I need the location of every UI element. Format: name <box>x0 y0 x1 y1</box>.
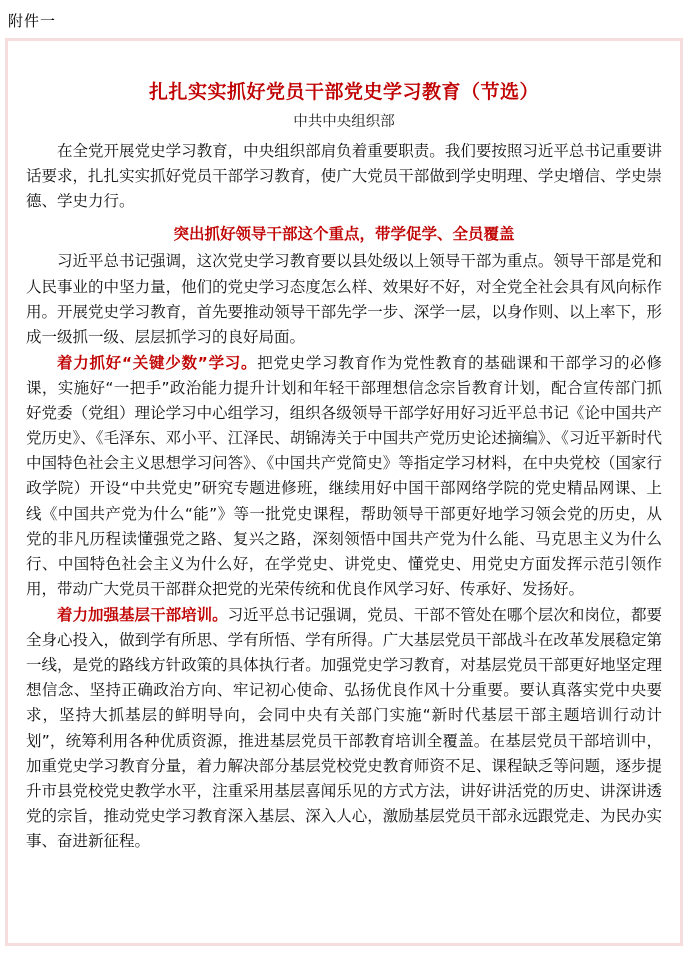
document-frame <box>5 38 683 946</box>
paragraph-2 <box>26 249 662 349</box>
paragraph-3-text: 把党史学习教育作为党性教育的基础课和干部学习的必修课，实施好“一把手”政治能力提升计划和年轻干部理想信念宗旨教育计划，配合宣传部门抓好党委（党组）理论学习中心组学习，组织各级领导干部学好用好习近平总书记《论中国共产党历史》、《毛泽东、邓小平、江泽民、胡锦涛关于中国共产党历史论述摘编》、《习近平新时代中国特色社会主义思想学习问答》、《中国共产党简史》等指定学习材料，在中央党校（国家行政学院）开设“中共党史”研究专题进修班，继续用好中国干部网络学院的党史精品网课、上线《中国共产党为什么“能”》等一批党史课程，帮助领导干部更好地学习领会党的历史，从党的非凡历程读懂强党之路、复兴之路，深刻领悟中国共产党为什么能、马克思主义为什么行、中国特色社会主义为什么好，在学党史、讲党史、懂党史、用党史方面发挥示范引领作用，带动广大党员干部群众把党的光荣传统和优良作风学习好、传承好、发扬好。 <box>26 353 662 598</box>
paragraph-3-lead: 着力抓好“关键少数”学习。 <box>57 353 258 372</box>
paragraph-1-text: 在全党开展党史学习教育，中央组织部肩负着重要职责。我们要按照习近平总书记重要讲话要求，扎扎实实抓好党员干部学习教育，使广大党员干部做到学史明理、学史增信、学史崇德、学史力行。 <box>26 142 662 211</box>
paragraph-1 <box>26 139 662 214</box>
paragraph-3 <box>26 351 662 602</box>
document-subtitle: 中共中央组织部 <box>293 114 395 130</box>
attachment-label: 附件一 <box>8 12 57 30</box>
paragraph-4 <box>26 603 662 854</box>
paragraph-2-text: 习近平总书记强调，这次党史学习教育要以县处级以上领导干部为重点。领导干部是党和人民事业的中坚力量，他们的党史学习态度怎么样、效果好不好，对全党全社会具有风向标作用。开展党史学习教育，首先要推动领导干部先学一步、深学一层，以身作则、以上率下，形成一级抓一级、层层抓学习的良好局面。 <box>26 252 662 346</box>
paragraph-4-text: 习近平总书记强调，党员、干部不管处在哪个层次和岗位，都要全身心投入，做到学有所思、学有所悟、学有所得。广大基层党员干部战斗在改革发展稳定第一线，是党的路线方针政策的具体执行者。加强党史学习教育，对基层党员干部更好地坚定理想信念、坚持正确政治方向、牢记初心使命、弘扬优良作风十分重要。要认真落实党中央要求，坚持大抓基层的鲜明导向，会同中央有关部门实施“新时代基层干部主题培训行动计划”，统筹利用各种优质资源，推进基层党员干部教育培训全覆盖。在基层党员干部培训中，加重党史学习教育分量，着力解决部分基层党校党史教育师资不足、课程缺乏等问题，逐步提升市县党校党史教学水平，注重采用基层喜闻乐见的方式方法，讲好讲活党的历史、讲深讲透党的宗旨，推动党史学习教育深入基层、深入人心，激励基层党员干部永远跟党走、为民办实事、奋进新征程。 <box>26 605 662 850</box>
paragraph-4-lead: 着力加强基层干部培训。 <box>57 605 228 624</box>
document-body <box>26 77 662 965</box>
document-title: 扎扎实实抓好党员干部党史学习教育（节选） <box>148 81 539 103</box>
section-heading-1: 突出抓好领导干部这个重点，带学促学、全员覆盖 <box>173 225 515 244</box>
